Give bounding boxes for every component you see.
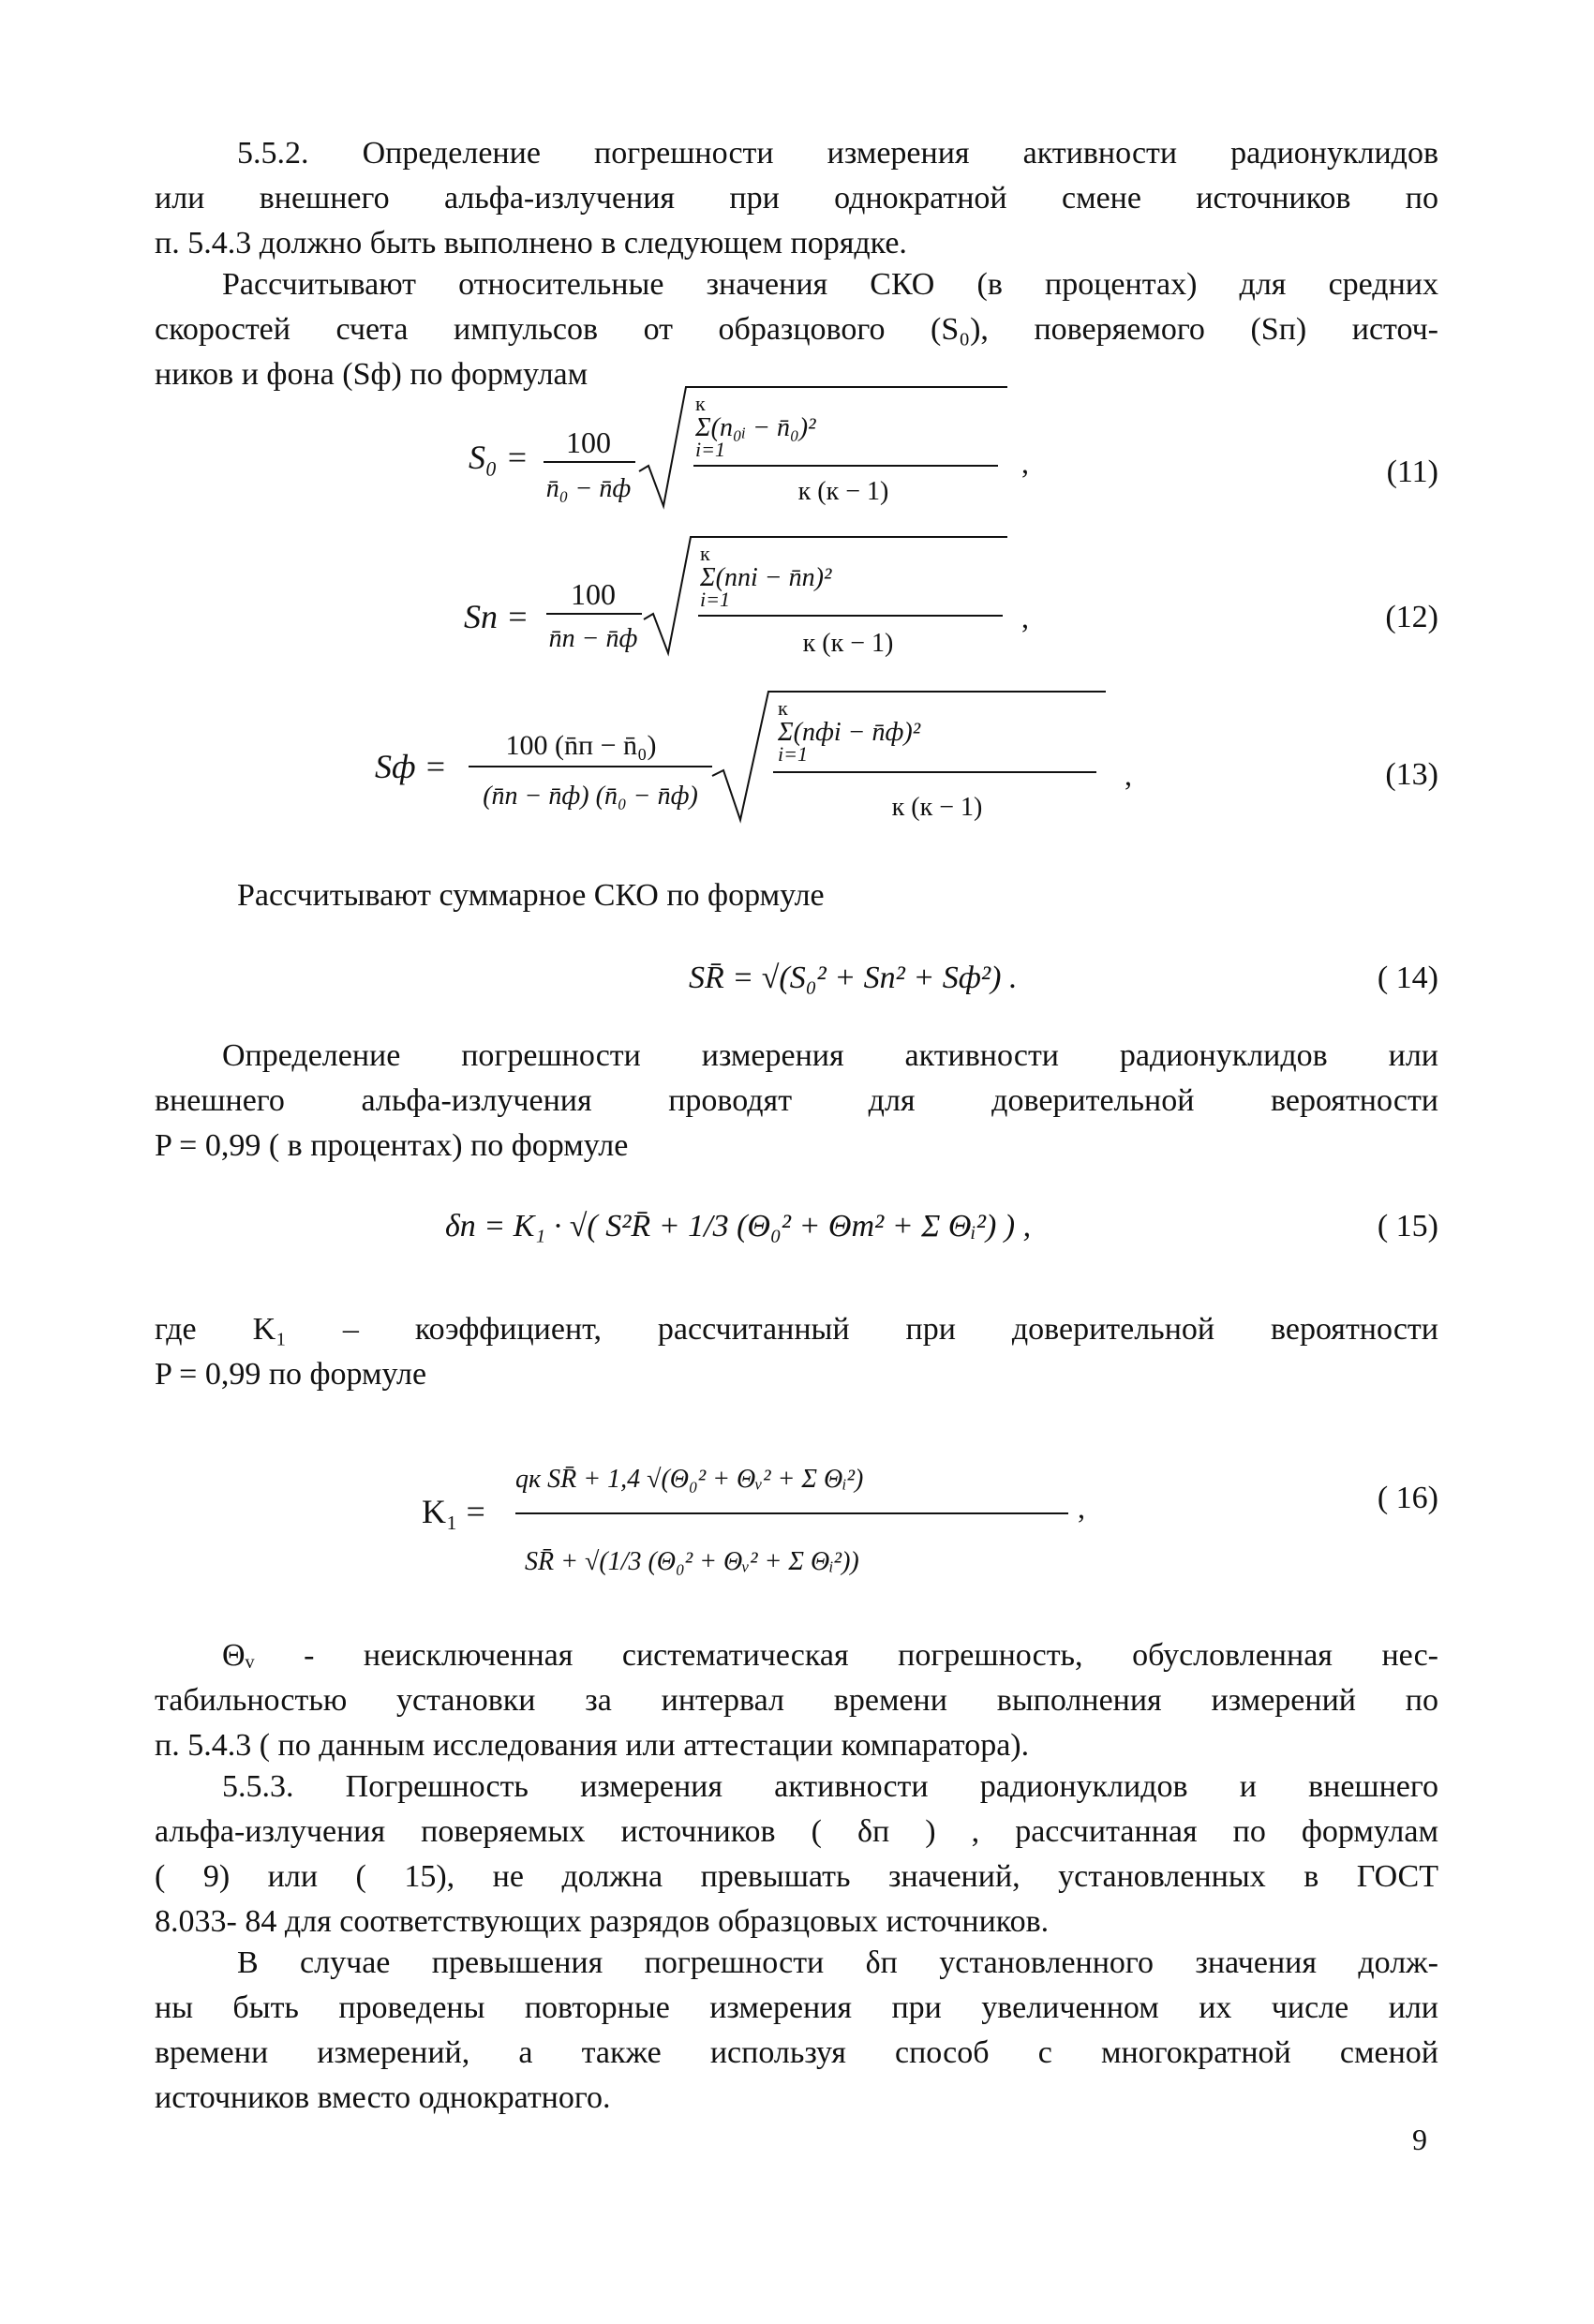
text-line: ников и фона (Sф) по формулам	[155, 357, 588, 392]
equation-11	[469, 380, 1050, 520]
text-line: 5.5.3. Погрешность измерения активности радионуклидов и внешнего	[222, 1769, 1438, 1804]
eq12-coef-den: n̄п − n̄ф	[548, 624, 638, 653]
equation-number-13: (13)	[1385, 757, 1438, 792]
text-line: Определение погрешности измерения активности радионуклидов или	[222, 1038, 1438, 1073]
text-line: P = 0,99 по формуле	[155, 1357, 427, 1392]
eq11-sum-lower: i=1	[695, 438, 725, 461]
eq11-coef-den: n̄₀ − n̄ф	[545, 474, 632, 503]
eq12-sum: Σ(nпi − n̄п)²	[700, 563, 832, 592]
text-line: табильностью установки за интервал времени выполнения измерений по	[155, 1683, 1438, 1718]
equation-number-16: ( 16)	[1377, 1481, 1438, 1515]
paragraph-definition	[155, 1034, 1438, 1169]
eq13-rad-den: к (к − 1)	[891, 793, 983, 822]
eq13-sum: Σ(nфi − n̄ф)²	[778, 718, 921, 747]
eq12-sum-upper: к	[700, 542, 710, 565]
text-line: внешнего альфа-излучения проводят для доверительной вероятности	[155, 1083, 1438, 1118]
equation-15: δn = K₁ · √( S²R̄ + 1/3 (Θ₀² + Θт² + Σ Θᵢ²) ) ,	[445, 1209, 1032, 1244]
eq13-sum-upper: к	[778, 696, 788, 720]
eq12-coef: 100	[571, 577, 616, 611]
text-line: альфа-излучения поверяемых источников ( δп ) , рассчитанная по формулам	[155, 1814, 1438, 1849]
text-line: 8.033- 84 для соответствующих разрядов образцовых источников.	[155, 1904, 1050, 1939]
eq11-sum-upper: к	[695, 392, 706, 415]
equation-13	[375, 684, 1153, 834]
section-5-5-2	[155, 131, 1438, 266]
paragraph-exceed	[155, 1941, 1438, 2121]
equation-number-12: (12)	[1385, 600, 1438, 634]
eq13-lhs: Sф =	[375, 748, 447, 785]
text-line: времени измерений, а также используя способ с многократной сменой	[155, 2035, 1438, 2070]
text-line: P = 0,99 ( в процентах) по формуле	[155, 1128, 629, 1163]
eq11-coef: 100	[566, 425, 611, 459]
eq12-sum-lower: i=1	[700, 588, 730, 611]
eq16-numerator: qк SR̄ + 1,4 √(Θ₀² + Θᵥ² + Σ Θᵢ²)	[515, 1465, 864, 1494]
text-line: В случае превышения погрешности δп установленного значения долж-	[237, 1945, 1438, 1980]
eq13-sum-lower: i=1	[778, 742, 808, 766]
equation-number-14: ( 14)	[1377, 961, 1438, 995]
eq16-comma: ,	[1078, 1491, 1085, 1525]
text-line: ны быть проведены повторные измерения при увеличенном их числе или	[155, 1990, 1438, 2025]
text-line: Рассчитывают относительные значения СКО (в процентах) для средних	[222, 267, 1438, 302]
eq16-lhs: K₁ =	[422, 1493, 485, 1530]
text-line: источников вместо однократного.	[155, 2080, 611, 2115]
text-line: Рассчитывают суммарное СКО по формуле	[237, 878, 825, 913]
eq11-sum: Σ(n₀ᵢ − n̄₀)²	[695, 413, 816, 442]
text-line: ( 9) или ( 15), не должна превышать значений, установленных в ГОСТ	[155, 1859, 1438, 1894]
eq12-lhs: Sп =	[464, 598, 529, 635]
equation-14: SR̄ = √(S₀² + Sn² + Sф²) .	[689, 961, 1018, 995]
eq12-rad-den: к (к − 1)	[802, 629, 894, 658]
eq11-rad-den: к (к − 1)	[797, 477, 889, 506]
equation-12	[464, 529, 1045, 670]
paragraph-theta-v	[155, 1633, 1438, 1768]
eq16-denominator: SR̄ + √(1/3 (Θ₀² + Θᵥ² + Σ Θᵢ²))	[525, 1547, 859, 1576]
section-5-5-3	[155, 1765, 1438, 1944]
eq11-lhs: S₀ =	[469, 439, 529, 476]
eq13-coef-den: (n̄п − n̄ф) (n̄₀ − n̄ф)	[483, 782, 698, 811]
text-line: скоростей счета импульсов от образцового (S₀), поверяемого (Sп) источ-	[155, 312, 1438, 347]
paragraph-sko-intro	[155, 262, 1438, 397]
text-line: п. 5.4.3 ( по данным исследования или аттестации компаратора).	[155, 1728, 1030, 1763]
page-number: 9	[1412, 2123, 1427, 2156]
equation-16	[422, 1420, 1134, 1607]
eq12-comma: ,	[1021, 601, 1029, 634]
equation-number-15: ( 15)	[1377, 1209, 1438, 1244]
text-line: где K₁ – коэффициент, рассчитанный при доверительной вероятности	[155, 1312, 1438, 1347]
text-line: п. 5.4.3 должно быть выполнено в следующем порядке.	[155, 226, 907, 261]
text-line: или внешнего альфа-излучения при однократной смене источников по	[155, 181, 1438, 216]
equation-number-11: (11)	[1386, 454, 1438, 489]
text-line: 5.5.2. Определение погрешности измерения активности радионуклидов	[237, 136, 1438, 171]
paragraph-total-sko	[155, 873, 1438, 918]
paragraph-k1	[155, 1307, 1438, 1397]
eq11-comma: ,	[1021, 446, 1029, 480]
eq13-coef: 100 (n̄п − n̄₀)	[505, 730, 657, 761]
eq13-comma: ,	[1125, 758, 1132, 792]
text-line: Θᵥ - неисключенная систематическая погрешность, обусловленная нес-	[222, 1638, 1438, 1673]
